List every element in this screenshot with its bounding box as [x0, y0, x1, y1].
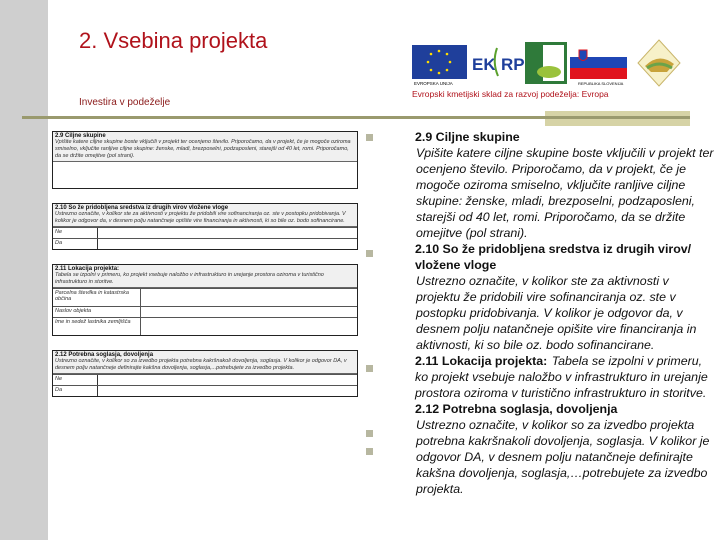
- form-desc: Ustrezno označite, v kolikor ste za aktivnosti v projektu že pridobili vire sofinanciranja oz. ste v postopku pridobivanja. V kolikor je odgovor da, v desnem polju natančneje opišite vire financiranja in aktivnosti, ki so bile oz. bodo sofinancirane.: [55, 211, 346, 224]
- las-logo: [637, 38, 682, 88]
- item-desc: Ustrezno označite, v kolikor ste za aktivnosti v projektu že pridobili vire sofinanciranja oz. ste v postopku pridobivanja. V kolikor je odgovor da, v desnem polju natančneje opišite vire financiranja in aktivnosti, ki so bile oz. bodo sofinancirane.: [416, 274, 697, 352]
- form-heading: 2.11 Lokacija projekta:: [55, 266, 120, 272]
- svg-text:EK: EK: [472, 55, 496, 74]
- item-desc: Tabela se izpolni v primeru, ko projekt vsebuje naložbo v infrastrukturo in urejanje prostora oziroma v turistično infrastrukturo in storitve.: [415, 354, 708, 400]
- content-text: [415, 129, 715, 497]
- page-title: 2. Vsebina projekta: [79, 28, 268, 53]
- logo-strip: [412, 42, 682, 92]
- svg-text:REPUBLIKA SLOVENIJA: REPUBLIKA SLOVENIJA: [578, 81, 624, 86]
- form-row-label: Da: [53, 386, 98, 396]
- form-section-permits: [52, 350, 358, 397]
- page-subtitle: Investira v podeželje: [79, 97, 171, 108]
- form-desc: Ustrezno označite, v kolikor so za izvedbo projekta potrebna kakršnakoli dovoljenja, soglasja. V kolikor je odgovor DA, v desnem polju natančneje definirajte kakšna dovoljenja, soglasja,...potrebujete za izvedbo projekta.: [55, 358, 347, 371]
- slovenia-flag-logo: [570, 46, 627, 86]
- form-section-funding: [52, 203, 358, 250]
- bullet-icon: [366, 250, 373, 257]
- form-desc: Vpišite katere ciljne skupine boste vključili v projekt ter ocenjeno število. Priporočamo, da v projekt, če je mogoče oziroma smiselno, vključite ranljive ciljne skupine: ženske, mladi, brezposelni, podzaposleni, starejši od 40 let, romi. Priporočamo, da se držite omejitve (pol strani).: [55, 139, 351, 159]
- form-row-label: Naslov objekta: [53, 307, 141, 317]
- svg-text:EVROPSKA UNIJA: EVROPSKA UNIJA: [414, 81, 453, 86]
- item-heading: 2.12 Potrebna soglasja, dovoljenja: [415, 402, 618, 416]
- item-heading: 2.10 So že pridobljena sredstva iz drugih virov/ vložene vloge: [415, 242, 692, 272]
- form-heading: 2.9 Ciljne skupine: [55, 133, 106, 139]
- ekrp-logo: [470, 42, 525, 82]
- sidebar-band: [0, 0, 48, 540]
- leader-logo: [525, 42, 567, 84]
- form-heading: 2.10 So že pridobljena sredstva iz drugih virov vložene vloge: [55, 205, 229, 211]
- bullet-icon: [366, 134, 373, 141]
- form-section-location: [52, 264, 358, 336]
- divider: [22, 116, 690, 119]
- form-row-label: Ne: [53, 375, 98, 385]
- bullet-icon: [366, 448, 373, 455]
- form-image: [52, 131, 358, 411]
- form-row-label: Parcelna številka in katastrska občina: [53, 289, 141, 306]
- bullet-icon: [366, 430, 373, 437]
- fund-caption: Evropski kmetijski sklad za razvoj podeželja: Evropa: [412, 89, 609, 99]
- item-heading: 2.9 Ciljne skupine: [415, 130, 520, 144]
- form-row-label: Ime in sedež lastnika zemljišča: [53, 318, 141, 335]
- form-row-label: Ne: [53, 228, 98, 238]
- form-section-target-groups: [52, 131, 358, 189]
- svg-text:RP: RP: [501, 55, 525, 74]
- form-desc: Tabela se izpolni v primeru, ko projekt vsebuje naložbo v infrastrukturo in urejanje prostora oziroma v turistično infrastrukturo in storitve.: [55, 272, 324, 285]
- form-row-label: Da: [53, 239, 98, 249]
- item-desc: Ustrezno označite, v kolikor so za izvedbo projekta potrebna kakršnakoli dovoljenja, soglasja. V kolikor je odgovor DA, v desnem polju natančneje definirajte kakšna dovoljenja, soglasja,…potrebujete za izvedbo projekta.: [416, 418, 710, 496]
- item-desc: Vpišite katere ciljne skupine boste vključili v projekt ter ocenjeno število. Priporočamo, da v projekt, če je mogoče oziroma smiselno, vključite ranljive ciljne skupine: ženske, mladi, brezposelni, podzaposleni, starejši od 40 let, romi. Priporočamo, da se držite omejitve (pol strani).: [416, 146, 714, 240]
- form-heading: 2.12 Potrebna soglasja, dovoljenja: [55, 352, 154, 358]
- bullet-icon: [366, 365, 373, 372]
- item-heading: 2.11 Lokacija projekta:: [415, 354, 548, 368]
- eu-flag-logo: [412, 45, 467, 85]
- form-input-area: [53, 162, 357, 188]
